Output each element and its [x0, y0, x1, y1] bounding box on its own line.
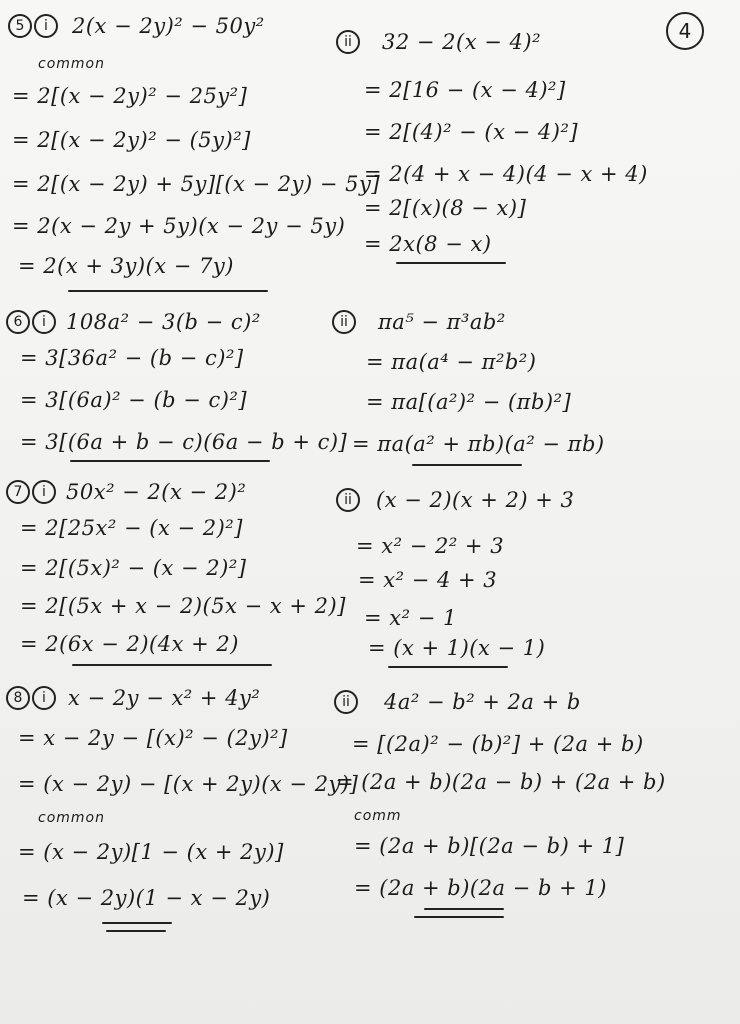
- answer-line: = 3[(6a + b − c)(6a − b + c)]: [20, 430, 348, 454]
- answer-underline: [412, 464, 522, 466]
- answer-underline: [70, 460, 270, 462]
- expression-line: 2(x − 2y)² − 50y²: [72, 14, 265, 38]
- answer-line: = (2a + b)(2a − b + 1): [354, 876, 607, 900]
- answer-underline: [72, 664, 272, 666]
- page-number: [666, 12, 704, 50]
- expression-line: = x² − 2² + 3: [356, 534, 505, 558]
- answer-underline: [102, 922, 172, 924]
- problem-label: [334, 690, 358, 714]
- part-circle: ii: [334, 690, 358, 714]
- problem-label: [8, 14, 58, 38]
- part-circle: i: [32, 310, 56, 334]
- expression-line: = (x − 2y)[1 − (x + 2y)]: [18, 840, 284, 864]
- expression-line: = 2[(x)(8 − x)]: [364, 196, 527, 220]
- answer-line: = 2(x + 3y)(x − 7y): [18, 254, 234, 278]
- expression-line: = 2[(x − 2y)² − (5y)²]: [12, 128, 251, 152]
- expression-line: πa⁵ − π³ab²: [378, 310, 506, 334]
- expression-line: = x² − 4 + 3: [358, 568, 498, 592]
- expression-line: = 2[(5x + x − 2)(5x − x + 2)]: [20, 594, 346, 618]
- problem-label: [332, 310, 356, 334]
- answer-underline: [68, 290, 268, 292]
- expression-line: = (2a + b)[(2a − b) + 1]: [354, 834, 625, 858]
- expression-line: = 2[(5x)² − (x − 2)²]: [20, 556, 247, 580]
- answer-line: = (x + 1)(x − 1): [368, 636, 546, 660]
- expression-line: = (x − 2y) − [(x + 2y)(x − 2y)]: [18, 772, 359, 796]
- expression-line: = x² − 1: [364, 606, 457, 630]
- answer-line: = 2x(8 − x): [364, 232, 492, 256]
- problem-number-circle: 6: [6, 310, 30, 334]
- expression-line: = 3[36a² − (b − c)²]: [20, 346, 244, 370]
- expression-line: 50x² − 2(x − 2)²: [66, 480, 247, 504]
- expression-line: (x − 2)(x + 2) + 3: [376, 488, 575, 512]
- problem-label: [6, 686, 56, 710]
- answer-underline: [388, 666, 508, 668]
- problem-number-circle: 5: [8, 14, 32, 38]
- margin-note: comm: [354, 808, 402, 824]
- problem-label: [6, 480, 56, 504]
- part-circle: i: [32, 480, 56, 504]
- margin-note: common: [38, 56, 105, 72]
- expression-line: = 2[(x − 2y) + 5y][(x − 2y) − 5y]: [12, 172, 381, 196]
- problem-label: [336, 30, 360, 54]
- expression-line: = 2(4 + x − 4)(4 − x + 4): [364, 162, 648, 186]
- problem-number-circle: 7: [6, 480, 30, 504]
- part-circle: i: [32, 686, 56, 710]
- answer-underline: [396, 262, 506, 264]
- expression-line: = 2[16 − (x − 4)²]: [364, 78, 566, 102]
- answer-line: = (x − 2y)(1 − x − 2y): [22, 886, 271, 910]
- expression-line: = [(2a)² − (b)²] + (2a + b): [352, 732, 644, 756]
- expression-line: = 2(x − 2y + 5y)(x − 2y − 5y): [12, 214, 346, 238]
- part-circle: ii: [336, 30, 360, 54]
- expression-line: = πa[(a²)² − (πb)²]: [366, 390, 572, 414]
- margin-note: common: [38, 810, 105, 826]
- answer-line: = 2(6x − 2)(4x + 2): [20, 632, 239, 656]
- expression-line: = πa(a⁴ − π²b²): [366, 350, 537, 374]
- answer-underline: [414, 916, 504, 918]
- problem-number-circle: 8: [6, 686, 30, 710]
- part-circle: ii: [336, 488, 360, 512]
- answer-underline: [106, 930, 166, 932]
- problem-label: [6, 310, 56, 334]
- expression-line: = 2[(4)² − (x − 4)²]: [364, 120, 579, 144]
- page-number-text: 4: [678, 19, 692, 43]
- part-circle: ii: [332, 310, 356, 334]
- expression-line: = x − 2y − [(x)² − (2y)²]: [18, 726, 288, 750]
- expression-line: = 3[(6a)² − (b − c)²]: [20, 388, 248, 412]
- answer-underline: [424, 908, 504, 910]
- expression-line: 108a² − 3(b − c)²: [66, 310, 261, 334]
- answer-line: = πa(a² + πb)(a² − πb): [352, 432, 605, 456]
- part-circle: i: [34, 14, 58, 38]
- expression-line: x − 2y − x² + 4y²: [68, 686, 261, 710]
- expression-line: 32 − 2(x − 4)²: [382, 30, 541, 54]
- expression-line: = (2a + b)(2a − b) + (2a + b): [336, 770, 666, 794]
- expression-line: 4a² − b² + 2a + b: [384, 690, 581, 714]
- expression-line: = 2[25x² − (x − 2)²]: [20, 516, 243, 540]
- problem-label: [336, 488, 360, 512]
- expression-line: = 2[(x − 2y)² − 25y²]: [12, 84, 248, 108]
